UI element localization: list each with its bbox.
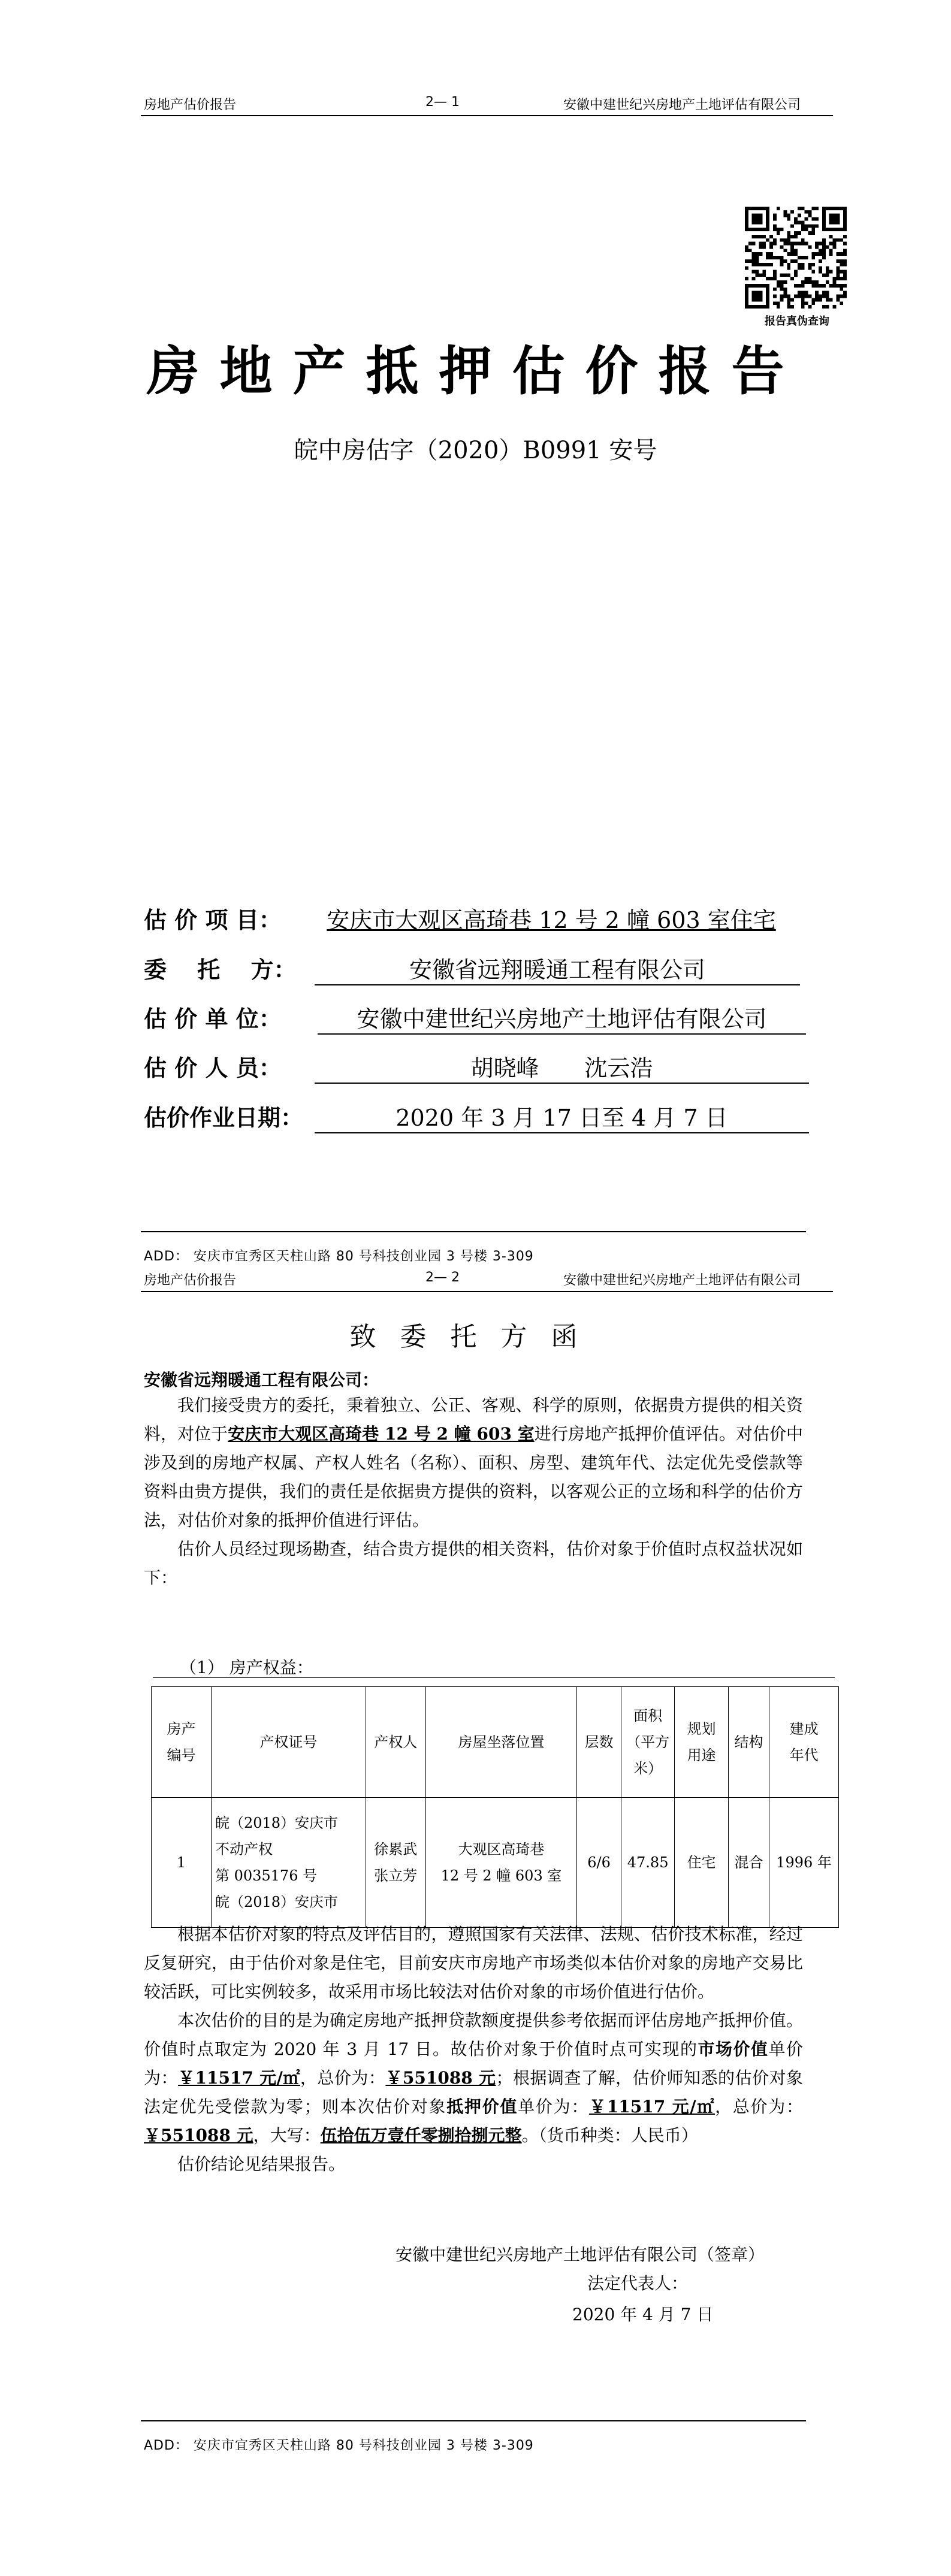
letter-title: 致委托方函 xyxy=(349,1322,602,1352)
signature-date: 2020 年 4 月 7 日 xyxy=(572,2305,714,2324)
cell-structure: 混合 xyxy=(728,1798,769,1928)
qr-code-icon xyxy=(745,207,847,309)
table-header-cell: 房屋坐落位置 xyxy=(425,1687,577,1798)
header-rule xyxy=(141,1291,833,1292)
header-left: 房地产估价报告 xyxy=(144,98,237,113)
header-page-number: 2— 2 xyxy=(425,1270,460,1285)
paragraph-5: 估价结论见结果报告。 xyxy=(177,2154,346,2174)
letter-recipient: 安徽省远翔暖通工程有限公司： xyxy=(144,1370,379,1390)
rights-label-rule xyxy=(153,1677,835,1678)
footer-rule xyxy=(141,2420,806,2421)
cell-floors: 6/6 xyxy=(577,1798,621,1928)
market-unit-price: ￥11517 元/㎡ xyxy=(178,2068,300,2088)
letter-body-2 xyxy=(144,1920,803,2179)
info-value: 安庆市大观区高琦巷 12 号 2 幢 603 室住宅 xyxy=(327,907,776,933)
cell-area: 47.85 xyxy=(621,1798,674,1928)
property-rights-table xyxy=(151,1686,839,1928)
footer-rule xyxy=(141,1231,806,1232)
amount-in-words: 伍拾伍万壹仟零捌拾捌元整 xyxy=(320,2125,522,2145)
qr-caption: 报告真伪查询 xyxy=(765,315,829,328)
header-right: 安徽中建世纪兴房地产土地评估有限公司 xyxy=(563,1273,801,1288)
info-label: 估 价 人 员： xyxy=(144,1055,282,1081)
property-address: 安庆市大观区高琦巷 12 号 2 幢 603 室 xyxy=(228,1424,535,1444)
cell-owner: 徐累武 张立芳 xyxy=(366,1798,425,1928)
paragraph-3: 根据本估价对象的特点及评估目的，遵照国家有关法律、法规、估价技术标准，经过反复研究，由于估价对象是住宅，目前安庆市房地产市场类似本估价对象的房地产交易比较活跃，可比实例较多，故采用市场比较法对估价对象的市场价值进行估价。 xyxy=(144,1924,803,2001)
footer-address: ADD： 安庆市宜秀区天柱山路 80 号科技创业园 3 号楼 3-309 xyxy=(144,1249,534,1264)
report-number: 皖中房估字（2020）B0991 安号 xyxy=(294,437,657,464)
paragraph-2: 估价人员经过现场勘查，结合贵方提供的相关资料，估价对象于价值时点权益状况如下： xyxy=(144,1539,803,1588)
info-value: 安徽省远翔暖通工程有限公司 xyxy=(315,951,800,985)
mortgage-total-price: ￥551088 元 xyxy=(144,2125,253,2145)
table-header-row xyxy=(152,1687,839,1798)
cell-year: 1996 年 xyxy=(769,1798,839,1928)
footer-address: ADD： 安庆市宜秀区天柱山路 80 号科技创业园 3 号楼 3-309 xyxy=(144,2438,534,2453)
cell-use: 住宅 xyxy=(675,1798,728,1928)
info-value: 安徽中建世纪兴房地产土地评估有限公司 xyxy=(318,1000,806,1035)
paragraph-1: 我们接受贵方的委托，秉着独立、公正、客观、科学的原则，依据贵方提供的相关资料，对位于安庆市大观区高琦巷 12 号 2 幢 603 室进行房地产抵押价值评估。对估价中涉及到的房地产权属、产权人姓名（名称）、面积、房型、建筑年代、法定优先受偿款等资料由贵方提供，我们的责任是依据贵方提供的资料，以客观公正的立场和科学的估价方法，对估价对象的抵押价值进行评估。 xyxy=(144,1395,803,1530)
signature-company: 安徽中建世纪兴房地产土地评估有限公司（签章） xyxy=(396,2245,765,2264)
table-header-cell: 层数 xyxy=(577,1687,621,1798)
table-header-cell: 房产 编号 xyxy=(152,1687,212,1798)
cell-certificate: 皖（2018）安庆市 不动产权 第 0035176 号 皖（2018）安庆市 xyxy=(211,1798,366,1928)
letter-body xyxy=(144,1391,803,1592)
header-left: 房地产估价报告 xyxy=(144,1273,237,1288)
paragraph-4: 本次估价的目的是为确定房地产抵押贷款额度提供参考依据而评估房地产抵押价值。价值时点取定为 2020 年 3 月 17 日。故估价对象于价值时点可实现的市场价值单价为：￥11517 元/㎡，总价为：￥551088 元；根据调查了解，估价师知悉的估价对象法定优先受偿款为零；则本次估价对象抵押价值单价为：￥11517 元/㎡，总价为：￥551088 元，大写：伍拾伍万壹仟零捌拾捌元整。（货币种类：人民币） xyxy=(144,2010,803,2145)
table-header-cell: 结构 xyxy=(728,1687,769,1798)
mortgage-unit-price: ￥11517 元/㎡ xyxy=(589,2097,715,2117)
info-label: 估 价 项 目： xyxy=(144,907,282,933)
cell-location: 大观区高琦巷 12 号 2 幢 603 室 xyxy=(425,1798,577,1928)
info-value: 2020 年 3 月 17 日至 4 月 7 日 xyxy=(315,1099,809,1133)
table-header-cell: 产权人 xyxy=(366,1687,425,1798)
info-value: 胡晓峰 沈云浩 xyxy=(315,1050,809,1084)
market-total-price: ￥551088 元 xyxy=(385,2068,496,2088)
rights-label: （1） 房产权益： xyxy=(180,1658,313,1677)
table-header-cell: 产权证号 xyxy=(211,1687,366,1798)
header-page-number: 2— 1 xyxy=(425,95,460,110)
info-label: 估 价 单 位： xyxy=(144,1006,282,1032)
table-header-cell: 建成 年代 xyxy=(769,1687,839,1798)
table-header-cell: 面积 （平方 米） xyxy=(621,1687,674,1798)
signature-legal-rep: 法定代表人： xyxy=(587,2273,689,2293)
info-label: 委 托 方： xyxy=(144,957,297,983)
header-right: 安徽中建世纪兴房地产土地评估有限公司 xyxy=(563,98,801,113)
table-header-cell: 规划 用途 xyxy=(675,1687,728,1798)
report-title: 房地产抵押估价报告 xyxy=(146,340,805,402)
info-label: 估价作业日期： xyxy=(144,1105,304,1131)
table-row xyxy=(152,1798,839,1928)
header-rule xyxy=(141,115,833,116)
cell-property-no: 1 xyxy=(152,1798,212,1928)
